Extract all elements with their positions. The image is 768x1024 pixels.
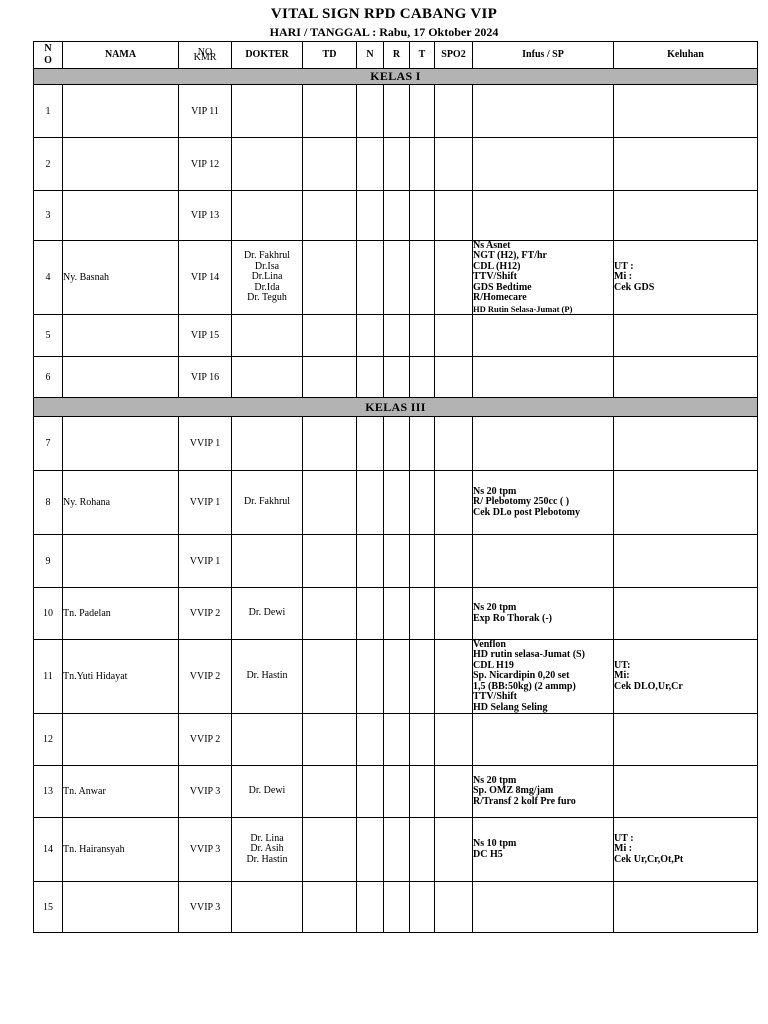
row-number: 11 <box>34 640 63 714</box>
keluhan-notes <box>614 138 758 191</box>
r-value <box>384 191 410 241</box>
section-label: KELAS I <box>34 69 758 85</box>
n-value <box>357 471 384 535</box>
patient-row <box>34 714 758 766</box>
r-value <box>384 640 410 714</box>
infus-sp-notes <box>473 357 614 398</box>
infus-sp-notes <box>473 85 614 138</box>
header-row <box>34 42 758 69</box>
section-label: KELAS III <box>34 398 758 417</box>
infus-line: Ns 20 tpm <box>473 774 517 786</box>
keluhan-notes <box>614 191 758 241</box>
patient-name <box>63 714 179 766</box>
t-value <box>410 241 435 315</box>
r-value <box>384 535 410 588</box>
t-value <box>410 471 435 535</box>
infus-line: HD Rutin Selasa-Jumat (P) <box>473 303 573 314</box>
col-keluhan: Keluhan <box>614 42 758 69</box>
keluhan-line: Cek Ur,Cr,Ot,Pt <box>614 853 684 865</box>
spo2-value <box>435 588 473 640</box>
infus-line: R/Homecare <box>473 292 527 304</box>
r-value <box>384 138 410 191</box>
spo2-value <box>435 471 473 535</box>
doctor-list <box>232 818 303 882</box>
n-value <box>357 417 384 471</box>
r-value <box>384 357 410 398</box>
ut-label: UT: <box>614 659 631 671</box>
t-value <box>410 714 435 766</box>
row-number: 6 <box>34 357 63 398</box>
spo2-value <box>435 535 473 588</box>
room-number: VIP 16 <box>179 357 232 398</box>
patient-name <box>63 85 179 138</box>
td-value <box>303 191 357 241</box>
room-number: VVIP 2 <box>179 714 232 766</box>
col-nama: NAMA <box>63 42 179 69</box>
room-number: VVIP 1 <box>179 417 232 471</box>
col-no-kmr: NO KMR <box>179 42 232 69</box>
patient-row <box>34 535 758 588</box>
document-title: VITAL SIGN RPD CABANG VIP <box>270 6 498 22</box>
n-value <box>357 191 384 241</box>
infus-line: TTV/Shift <box>473 271 517 283</box>
patient-name: Tn. Anwar <box>63 766 179 818</box>
r-value <box>384 714 410 766</box>
doctor-name: Dr. Dewi <box>248 785 286 797</box>
room-number: VVIP 3 <box>179 818 232 882</box>
infus-sp-notes <box>473 588 614 640</box>
infus-sp-notes <box>473 191 614 241</box>
doctor-list <box>232 714 303 766</box>
td-value <box>303 882 357 933</box>
infus-sp-notes <box>473 471 614 535</box>
infus-line: R/Transf 2 kolf Pre furo <box>473 795 576 807</box>
patient-row <box>34 471 758 535</box>
infus-line: DC H5 <box>473 848 503 860</box>
td-value <box>303 417 357 471</box>
infus-sp-notes <box>473 766 614 818</box>
doctor-name: Dr. Fakhrul <box>243 496 291 508</box>
doctor-list <box>232 535 303 588</box>
doctor-list <box>232 588 303 640</box>
patient-name: Ny. Basnah <box>63 241 179 315</box>
keluhan-notes <box>614 818 758 882</box>
spo2-value <box>435 138 473 191</box>
patient-row <box>34 818 758 882</box>
t-value <box>410 85 435 138</box>
infus-line: Sp. Nicardipin 0,20 set <box>473 670 570 682</box>
td-value <box>303 138 357 191</box>
keluhan-notes <box>614 241 758 315</box>
n-value <box>357 85 384 138</box>
mi-label: Mi : <box>614 843 633 855</box>
patient-row <box>34 241 758 315</box>
row-number: 2 <box>34 138 63 191</box>
ut-mi-line <box>614 834 757 855</box>
td-value <box>303 85 357 138</box>
infus-line: GDS Bedtime <box>473 281 532 293</box>
room-number: VVIP 1 <box>179 535 232 588</box>
patient-name <box>63 357 179 398</box>
doctor-name: Dr.Lina <box>251 271 283 283</box>
spo2-value <box>435 640 473 714</box>
keluhan-notes <box>614 714 758 766</box>
infus-sp-notes <box>473 882 614 933</box>
spo2-value <box>435 85 473 138</box>
infus-line: TTV/Shift <box>473 691 517 703</box>
r-value <box>384 315 410 357</box>
doctor-name: Dr.Isa <box>254 260 280 272</box>
doctor-list <box>232 417 303 471</box>
keluhan-notes <box>614 882 758 933</box>
room-number: VVIP 1 <box>179 471 232 535</box>
row-number: 8 <box>34 471 63 535</box>
r-value <box>384 882 410 933</box>
patient-row <box>34 588 758 640</box>
infus-line: Venflon <box>473 639 506 651</box>
doctor-name: Dr.Ida <box>254 281 280 293</box>
doctor-name: Dr. Asih <box>250 843 284 855</box>
ut-mi-line <box>614 262 757 283</box>
t-value <box>410 818 435 882</box>
ut-mi-line <box>614 661 757 682</box>
keluhan-line: Cek DLO,Ur,Cr <box>614 680 683 692</box>
doctor-list <box>232 241 303 315</box>
doctor-list <box>232 471 303 535</box>
keluhan-notes <box>614 588 758 640</box>
patient-row <box>34 417 758 471</box>
patient-name <box>63 191 179 241</box>
r-value <box>384 588 410 640</box>
n-value <box>357 882 384 933</box>
spo2-value <box>435 714 473 766</box>
row-number: 13 <box>34 766 63 818</box>
td-value <box>303 471 357 535</box>
r-value <box>384 85 410 138</box>
r-value <box>384 818 410 882</box>
infus-sp-notes <box>473 818 614 882</box>
patient-row <box>34 766 758 818</box>
spo2-value <box>435 191 473 241</box>
mi-label: Mi: <box>614 670 630 682</box>
n-value <box>357 357 384 398</box>
t-value <box>410 535 435 588</box>
t-value <box>410 357 435 398</box>
n-value <box>357 818 384 882</box>
vital-sign-table <box>33 41 758 933</box>
doctor-name: Dr. Lina <box>250 832 284 844</box>
keluhan-notes <box>614 315 758 357</box>
spo2-value <box>435 357 473 398</box>
t-value <box>410 882 435 933</box>
patient-name: Tn.Yuti Hidayat <box>63 640 179 714</box>
t-value <box>410 138 435 191</box>
t-value <box>410 191 435 241</box>
infus-line: Ns 20 tpm <box>473 602 517 614</box>
room-number: VVIP 2 <box>179 588 232 640</box>
infus-line: Ns 20 tpm <box>473 485 517 497</box>
room-number: VIP 11 <box>179 85 232 138</box>
infus-line: NGT (H2), FT/hr <box>473 250 547 262</box>
r-value <box>384 471 410 535</box>
patient-name: Tn. Padelan <box>63 588 179 640</box>
n-value <box>357 315 384 357</box>
patient-name <box>63 417 179 471</box>
td-value <box>303 588 357 640</box>
t-value <box>410 640 435 714</box>
keluhan-notes <box>614 640 758 714</box>
spo2-value <box>435 241 473 315</box>
infus-line: Exp Ro Thorak (-) <box>473 612 552 624</box>
infus-line: CDL (H12) <box>473 260 521 272</box>
room-number: VIP 12 <box>179 138 232 191</box>
row-number: 10 <box>34 588 63 640</box>
td-value <box>303 241 357 315</box>
doctor-list <box>232 766 303 818</box>
doctor-list <box>232 640 303 714</box>
section-row <box>34 69 758 85</box>
td-value <box>303 315 357 357</box>
room-number: VVIP 3 <box>179 882 232 933</box>
infus-line: CDL H19 <box>473 659 514 671</box>
patient-name <box>63 138 179 191</box>
infus-sp-notes <box>473 138 614 191</box>
col-dokter: DOKTER <box>232 42 303 69</box>
doctor-list <box>232 138 303 191</box>
n-value <box>357 241 384 315</box>
col-n: N <box>357 42 384 69</box>
t-value <box>410 766 435 818</box>
n-value <box>357 138 384 191</box>
patient-row <box>34 357 758 398</box>
col-t: T <box>410 42 435 69</box>
row-number: 5 <box>34 315 63 357</box>
infus-line: Ns 10 tpm <box>473 838 517 850</box>
row-number: 9 <box>34 535 63 588</box>
room-number: VIP 13 <box>179 191 232 241</box>
keluhan-line: Cek GDS <box>614 281 655 293</box>
doctor-name: Dr. Dewi <box>248 607 286 619</box>
keluhan-notes <box>614 85 758 138</box>
infus-line: R/ Plebotomy 250cc ( ) <box>473 496 570 508</box>
infus-line: Ns Asnet <box>473 240 511 252</box>
td-value <box>303 766 357 818</box>
section-row <box>34 398 758 417</box>
infus-sp-notes <box>473 640 614 714</box>
patient-row <box>34 191 758 241</box>
infus-sp-notes <box>473 315 614 357</box>
row-number: 12 <box>34 714 63 766</box>
patient-row <box>34 882 758 933</box>
document-date: HARI / TANGGAL : Rabu, 17 Oktober 2024 <box>269 25 499 39</box>
doctor-name: Dr. Hastin <box>246 853 288 865</box>
keluhan-notes <box>614 357 758 398</box>
patient-row <box>34 85 758 138</box>
keluhan-notes <box>614 535 758 588</box>
patient-row <box>34 315 758 357</box>
patient-name <box>63 315 179 357</box>
infus-line: Sp. OMZ 8mg/jam <box>473 785 554 797</box>
infus-sp-notes <box>473 241 614 315</box>
keluhan-notes <box>614 471 758 535</box>
row-number: 14 <box>34 818 63 882</box>
doctor-list <box>232 357 303 398</box>
patient-row <box>34 138 758 191</box>
infus-line: 1,5 (BB:50kg) (2 ammp) <box>473 680 576 692</box>
row-number: 1 <box>34 85 63 138</box>
doctor-list <box>232 191 303 241</box>
doctor-list <box>232 315 303 357</box>
mi-label: Mi : <box>614 271 633 283</box>
td-value <box>303 640 357 714</box>
r-value <box>384 417 410 471</box>
patient-name: Tn. Hairansyah <box>63 818 179 882</box>
n-value <box>357 766 384 818</box>
doctor-name: Dr. Teguh <box>247 292 287 304</box>
t-value <box>410 588 435 640</box>
room-number: VVIP 3 <box>179 766 232 818</box>
t-value <box>410 315 435 357</box>
spo2-value <box>435 882 473 933</box>
n-value <box>357 535 384 588</box>
ut-label: UT : <box>614 260 634 272</box>
infus-sp-notes <box>473 535 614 588</box>
n-value <box>357 588 384 640</box>
row-number: 4 <box>34 241 63 315</box>
patient-name <box>63 882 179 933</box>
ut-label: UT : <box>614 832 634 844</box>
col-spo2: SPO2 <box>435 42 473 69</box>
room-number: VVIP 2 <box>179 640 232 714</box>
row-number: 3 <box>34 191 63 241</box>
td-value <box>303 535 357 588</box>
patient-name: Ny. Rohana <box>63 471 179 535</box>
infus-line: HD Selang Seling <box>473 701 548 713</box>
infus-line: Cek DLo post Plebotomy <box>473 506 580 518</box>
col-r: R <box>384 42 410 69</box>
patient-name <box>63 535 179 588</box>
keluhan-notes <box>614 417 758 471</box>
row-number: 15 <box>34 882 63 933</box>
doctor-list <box>232 882 303 933</box>
room-number: VIP 14 <box>179 241 232 315</box>
r-value <box>384 766 410 818</box>
room-number: VIP 15 <box>179 315 232 357</box>
spo2-value <box>435 417 473 471</box>
n-value <box>357 714 384 766</box>
infus-sp-notes <box>473 417 614 471</box>
doctor-name: Dr. Hastin <box>246 670 288 682</box>
t-value <box>410 417 435 471</box>
infus-line: HD rutin selasa-Jumat (S) <box>473 649 585 661</box>
patient-row <box>34 640 758 714</box>
td-value <box>303 714 357 766</box>
n-value <box>357 640 384 714</box>
infus-sp-notes <box>473 714 614 766</box>
row-number: 7 <box>34 417 63 471</box>
col-td: TD <box>303 42 357 69</box>
keluhan-notes <box>614 766 758 818</box>
doctor-list <box>232 85 303 138</box>
r-value <box>384 241 410 315</box>
doctor-name: Dr. Fakhrul <box>243 250 291 262</box>
td-value <box>303 818 357 882</box>
spo2-value <box>435 315 473 357</box>
col-no: N O <box>34 42 63 69</box>
spo2-value <box>435 766 473 818</box>
td-value <box>303 357 357 398</box>
spo2-value <box>435 818 473 882</box>
col-infus: Infus / SP <box>473 42 614 69</box>
